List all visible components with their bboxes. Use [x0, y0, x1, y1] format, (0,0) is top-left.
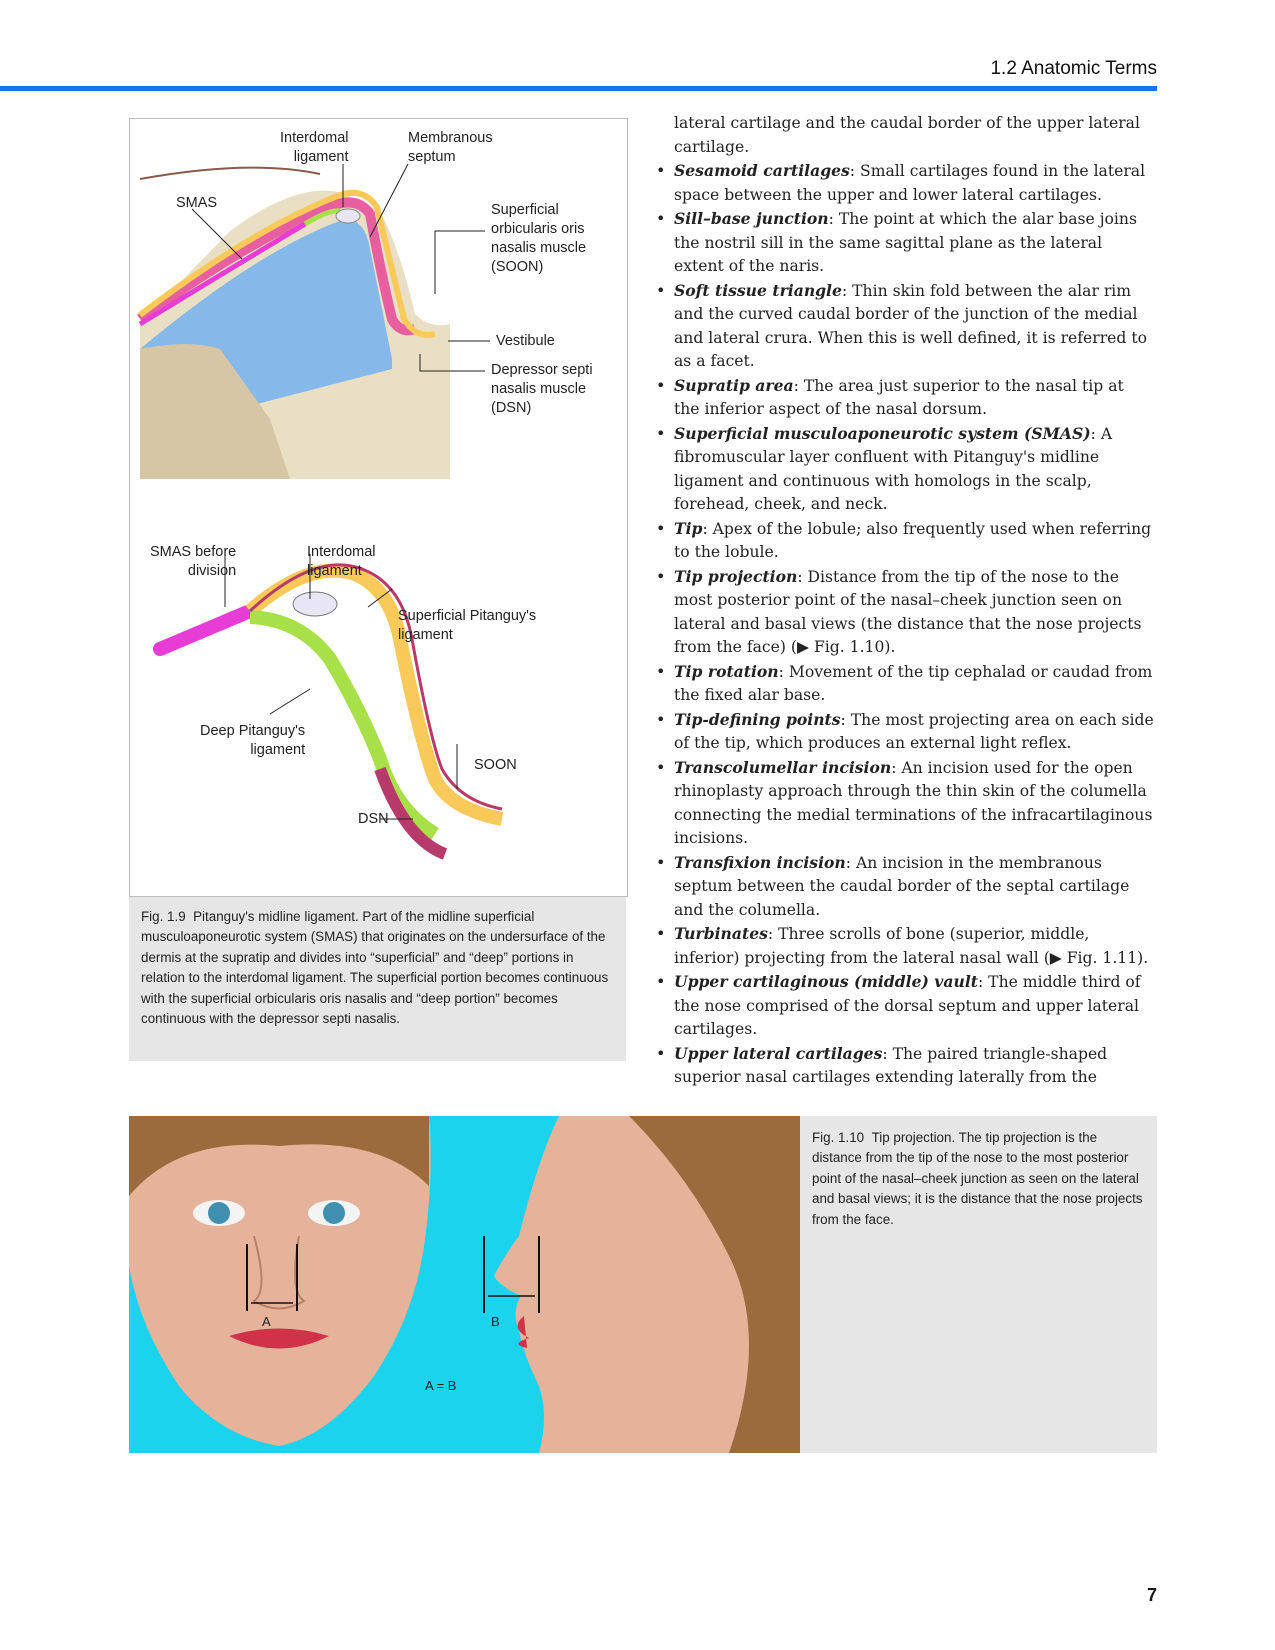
glossary-term: Tip projection: [674, 566, 798, 586]
glossary-entry: [654, 1042, 1154, 1090]
right-iris: [323, 1202, 345, 1224]
label-smas-before-division: SMAS before division: [150, 544, 237, 579]
glossary-term: Upper cartilaginous (middle) vault: [674, 972, 978, 991]
glossary-entry: [654, 565, 1154, 660]
glossary-term: Superficial musculoaponeurotic system (SMAS): [674, 423, 1091, 443]
glossary-definition: : Three scrolls of bone (superior, middle, inferior) projecting from the lateral nasal wall (▶ Fig. 1.11).: [674, 925, 1149, 967]
glossary-term: Tip-defining points: [674, 709, 841, 729]
figure-1-9-caption: [129, 897, 626, 1061]
left-iris: [208, 1202, 230, 1224]
glossary-column: [654, 112, 1154, 1090]
label-a-equals-b: A = B: [425, 1378, 457, 1393]
glossary-entry: [654, 970, 1154, 1042]
glossary-continuation: lateral cartilage and the caudal border of the upper lateral cartilage.: [674, 114, 1140, 156]
glossary-definition: : Thin skin fold between the alar rim and the curved caudal border of the junction of the medial and lateral crura. When this is well defined, it is referred to as a facet.: [674, 281, 1148, 370]
glossary-definition: : An incision used for the open rhinoplasty approach through the thin skin of the columella connecting the medial terminations of the infracartilaginous incisions.: [674, 758, 1153, 847]
glossary-entry: [654, 660, 1154, 708]
figure-1-10-caption: [800, 1116, 1157, 1453]
glossary-definition: : Distance from the tip of the nose to the most posterior point of the nasal–cheek junction seen on lateral and basal views (the distance that the nose projects from the face) (▶ Fig. 1.10).: [674, 567, 1142, 656]
glossary-term: Soft tissue triangle: [674, 280, 842, 300]
label-soon: SOON: [474, 757, 517, 773]
interdomal-ligament-lower: [293, 592, 337, 616]
figure-1-9: [129, 118, 628, 897]
caption-figure-number: Fig. 1.10: [812, 1130, 865, 1145]
glossary-definition: : Small cartilages found in the lateral space between the upper and lower lateral cartilages.: [674, 162, 1146, 204]
glossary-term: Sill–base junction: [674, 209, 829, 228]
caption-text: Pitanguy's midline ligament. Part of the midline superficial musculoaponeurotic system (SMAS) that originates on the undersurface of the dermis at the supratip and divides into “superficial” and “deep” portions in relation to the interdomal ligament. The superficial portion becomes continuous with the superficial orbicularis oris nasalis and “deep portion” becomes continuous with the depressor septi nasalis.: [141, 909, 609, 1027]
interdomal-ligament-shape: [336, 209, 360, 223]
glossary-term: Transfixion incision: [674, 852, 846, 872]
label-dsn-full: Depressor septi nasalis muscle (DSN): [491, 362, 593, 416]
glossary-term: Sesamoid cartilages: [674, 161, 850, 180]
leader-line: [270, 689, 310, 714]
label-interdomal-ligament-lower: Interdomal ligament: [307, 544, 376, 579]
glossary-entry: [654, 922, 1154, 970]
glossary-term: Tip: [674, 518, 703, 538]
glossary-term: Upper lateral cartilages: [674, 1043, 883, 1063]
glossary-definition: : A fibromuscular layer confluent with Pitanguy's midline ligament and continuous with homologs in the scalp, forehead, cheek, and neck.: [674, 424, 1113, 513]
glossary-definition: : Apex of the lobule; also frequently used when referring to the lobule.: [674, 519, 1152, 561]
caption-figure-number: Fig. 1.9: [141, 909, 186, 924]
figure-1-10: [129, 1116, 800, 1453]
leader-line: [435, 231, 485, 294]
glossary-definition: : Movement of the tip cephalad or caudad from the fixed alar base.: [674, 662, 1153, 704]
glossary-term: Supratip area: [674, 375, 794, 395]
glossary-entry: [654, 207, 1154, 279]
glossary-definition: : The most projecting area on each side of the tip, which produces an external light reflex.: [674, 710, 1154, 752]
label-superficial-pitanguy: Superficial Pitanguy's ligament: [398, 608, 537, 643]
tip-projection-illustration: [129, 1116, 800, 1453]
page-number: 7: [1146, 1585, 1157, 1605]
caption-text: Tip projection. The tip projection is the distance from the tip of the nose to the most posterior point of the nasal–cheek junction as seen on the lateral and basal views; it is the distance that the nose projects from the face.: [812, 1130, 1143, 1227]
glossary-entry: [654, 708, 1154, 756]
glossary-entry: [654, 517, 1154, 565]
glossary-entry: [654, 279, 1154, 374]
glossary-entry: [654, 374, 1154, 422]
glossary-list: [654, 159, 1154, 1090]
glossary-definition: : The area just superior to the nasal tip at the inferior aspect of the nasal dorsum.: [674, 376, 1124, 418]
label-smas: SMAS: [176, 195, 218, 211]
glossary-entry: [654, 159, 1154, 207]
label-deep-pitanguy: Deep Pitanguy's ligament: [200, 723, 306, 758]
glossary-entry: [654, 422, 1154, 517]
glossary-definition: : The middle third of the nose comprised of the dorsal septum and upper lateral cartilages.: [674, 973, 1141, 1038]
label-soon-full: Superficial orbicularis oris nasalis muscle (SOON): [491, 202, 587, 275]
glossary-definition: : The point at which the alar base joins the nostril sill in the same sagittal plane as the lateral extent of the naris.: [674, 210, 1137, 275]
label-interdomal-ligament: Interdomal ligament: [280, 130, 349, 165]
glossary-term: Turbinates: [674, 924, 768, 943]
label-membranous-septum: Membranous septum: [408, 130, 493, 165]
glossary-entry: [654, 756, 1154, 851]
label-vestibule: Vestibule: [496, 333, 555, 349]
glossary-term: Tip rotation: [674, 661, 779, 681]
label-b: B: [491, 1314, 500, 1329]
glossary-definition: : The paired triangle-shaped superior nasal cartilages extending laterally from the: [674, 1044, 1108, 1086]
frontal-face: [129, 1116, 431, 1446]
smas-before-division-band: [160, 611, 250, 649]
label-a: A: [262, 1314, 271, 1329]
skin-line: [140, 168, 320, 179]
label-dsn: DSN: [358, 811, 389, 827]
header-rule: [0, 86, 1157, 91]
glossary-term: Transcolumellar incision: [674, 757, 892, 777]
glossary-entry: [654, 851, 1154, 923]
glossary-definition: : An incision in the membranous septum between the caudal border of the septal cartilage and the columella.: [674, 853, 1130, 919]
running-head: 1.2 Anatomic Terms: [990, 58, 1157, 79]
